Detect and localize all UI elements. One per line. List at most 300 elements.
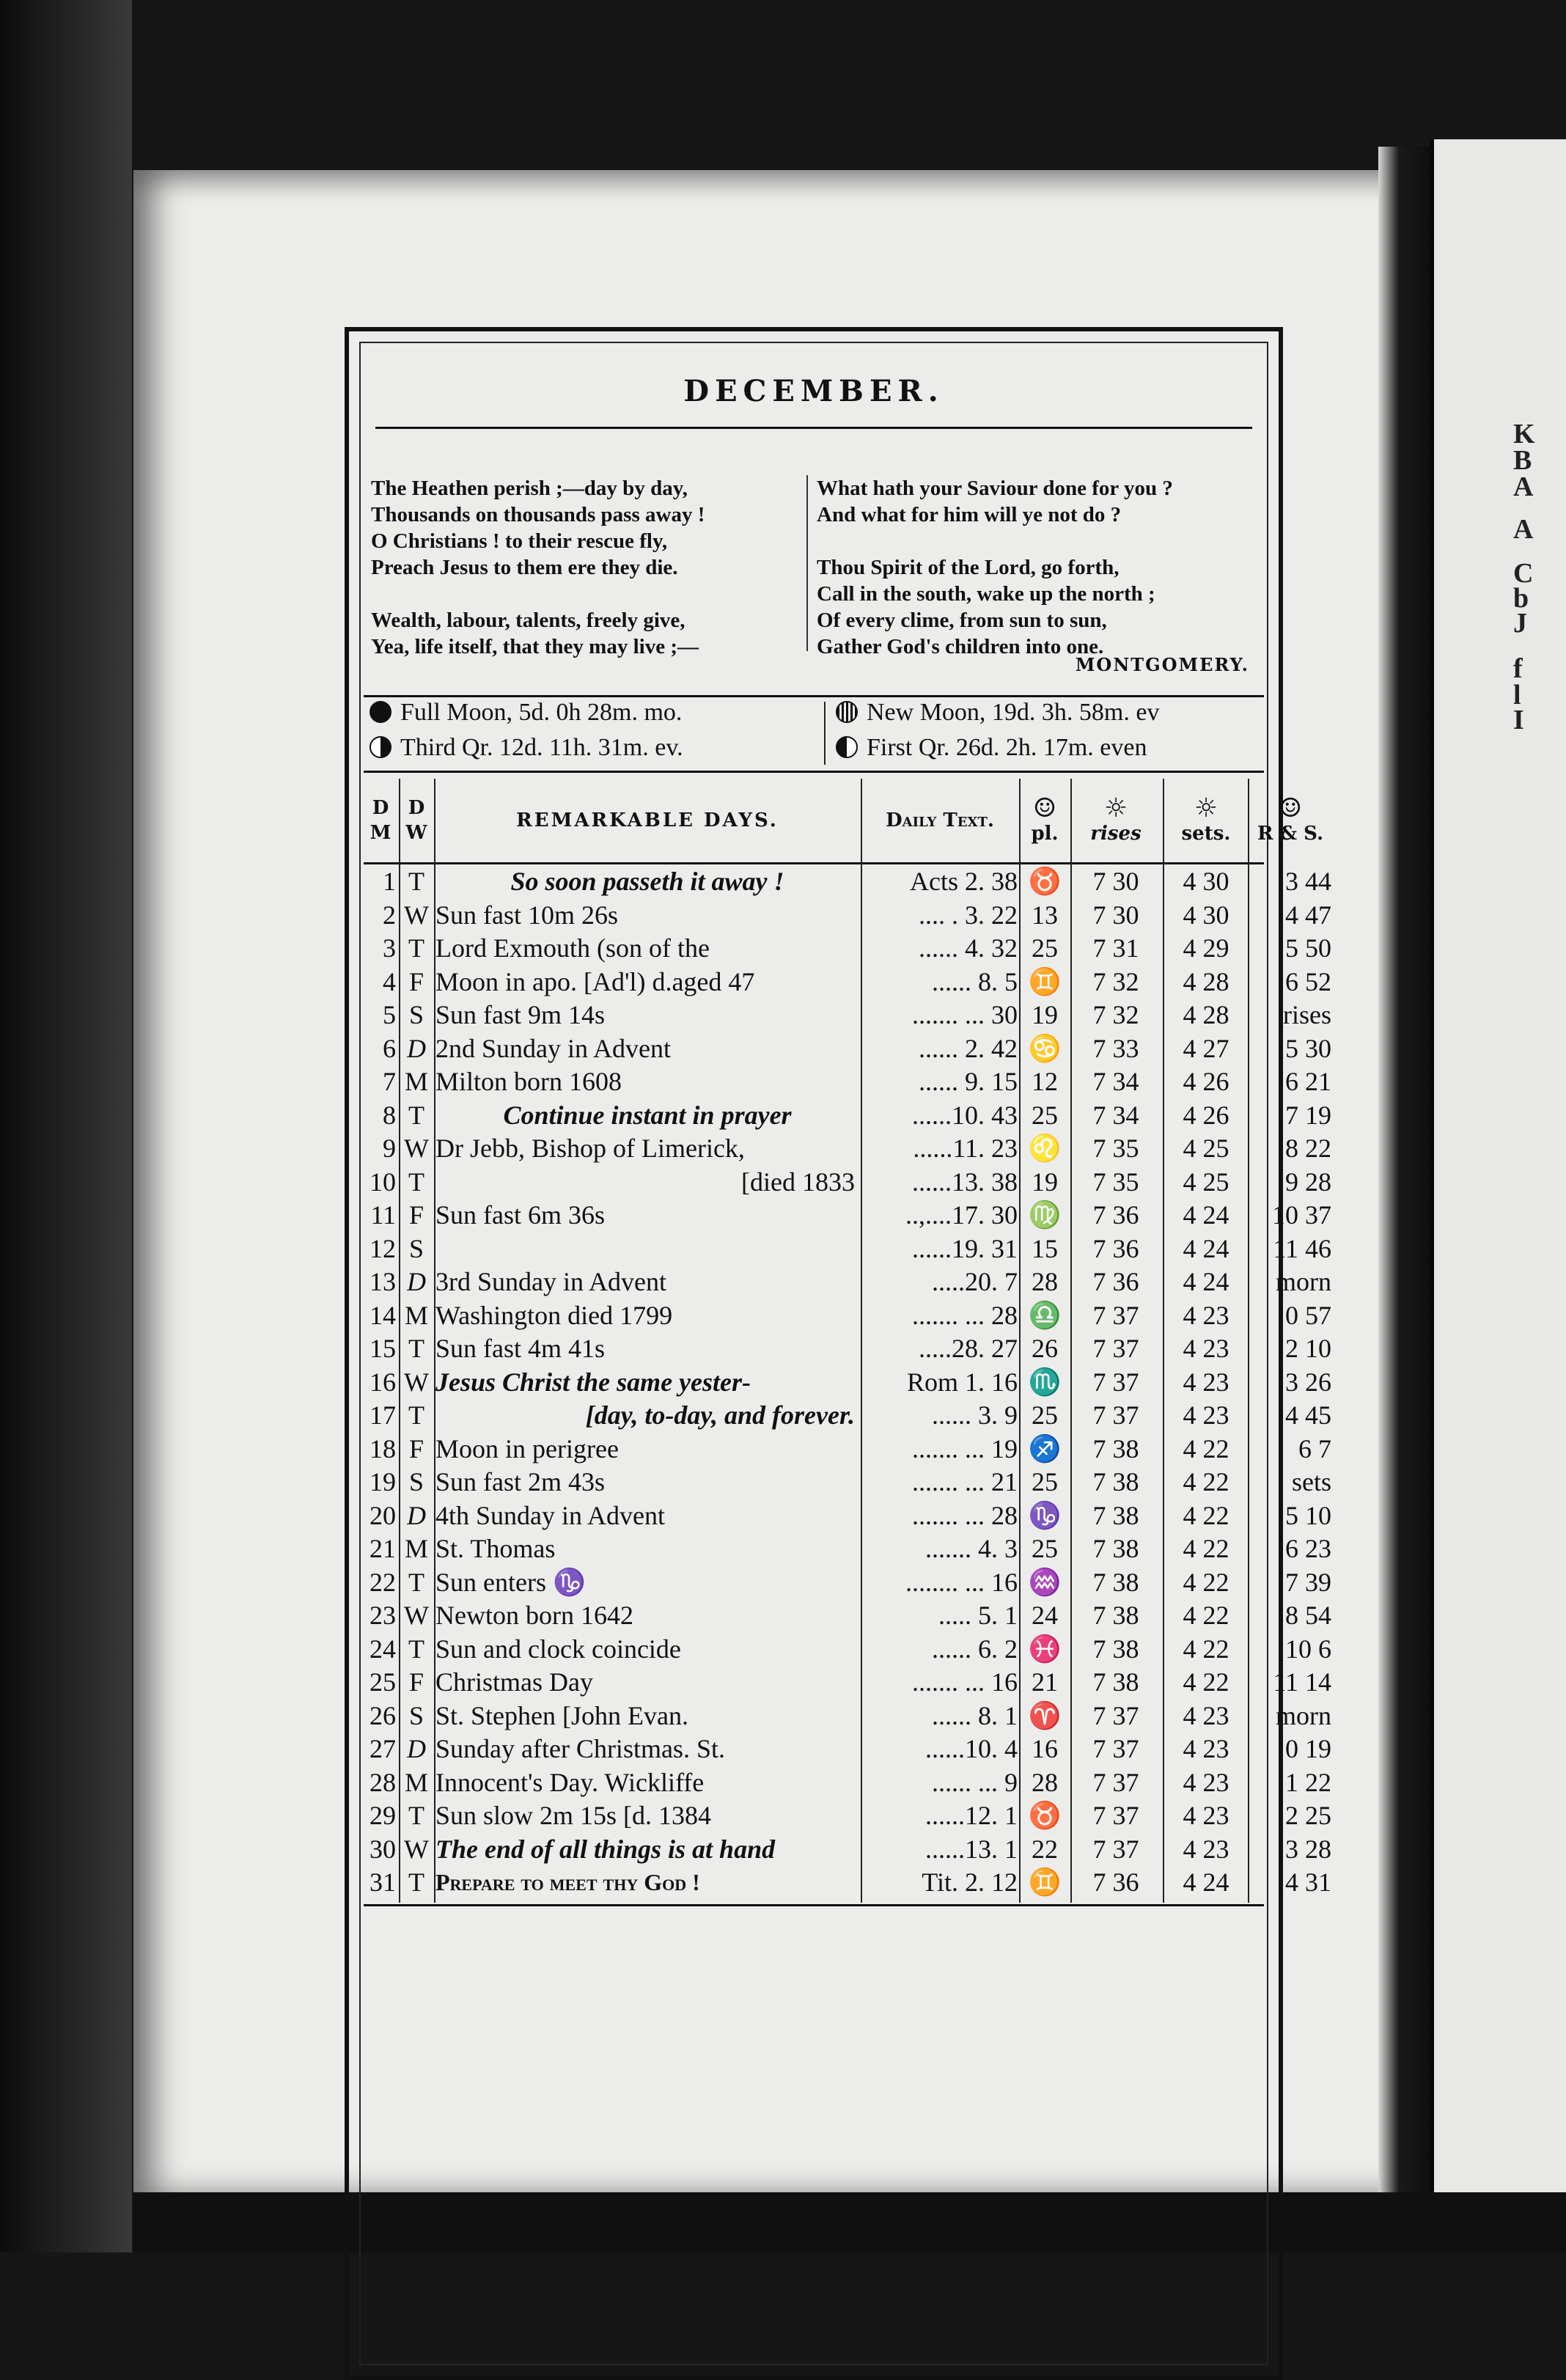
daily-text: ...... ... 9 <box>932 1767 1018 1797</box>
sun-sets: 4 24 <box>1183 1867 1229 1897</box>
daily-text: ...... 2. 42 <box>919 1033 1018 1063</box>
sun-rises: 7 36 <box>1092 1267 1139 1296</box>
moon-rise-set: 0 19 <box>1285 1734 1331 1763</box>
day-of-week: M <box>404 1300 428 1330</box>
moon-rise-set: 3 26 <box>1285 1367 1331 1397</box>
sun-sets: 4 24 <box>1183 1233 1229 1263</box>
moon-rise-set: rises <box>1283 1000 1331 1029</box>
sun-rises: 7 37 <box>1092 1767 1139 1797</box>
sun-rises: 7 37 <box>1092 1700 1139 1730</box>
table-row <box>364 1266 1331 1299</box>
day-of-month: 12 <box>370 1233 396 1263</box>
moon-place: 19 <box>1032 1167 1058 1197</box>
remarkable-day: Sun and clock coincide <box>435 1634 681 1664</box>
sun-sets: 4 23 <box>1183 1700 1229 1730</box>
sun-rises: 7 38 <box>1092 1567 1139 1597</box>
remarkable-day: Moon in apo. [Ad'l) d.aged 47 <box>435 966 755 996</box>
moon-rise-set: 11 14 <box>1273 1667 1331 1697</box>
table-row <box>364 1532 1331 1566</box>
day-of-week: D <box>407 1734 426 1763</box>
table-row <box>364 1433 1331 1466</box>
sun-rises: 7 37 <box>1092 1734 1139 1763</box>
daily-text: ...... 8. 5 <box>932 966 1018 996</box>
moon-place: ♉ <box>1028 867 1062 896</box>
table-row <box>364 899 1331 933</box>
table-row <box>364 1833 1331 1867</box>
moon-full <box>370 699 682 727</box>
sun-sets: 4 23 <box>1183 1734 1229 1763</box>
table-row <box>364 999 1331 1032</box>
table-row <box>364 1866 1331 1900</box>
moon-separator <box>824 702 826 765</box>
moon-place: ♐ <box>1028 1433 1062 1463</box>
adjacent-page <box>1430 139 1566 2192</box>
table-row <box>364 1166 1331 1200</box>
remarkable-day: Milton born 1608 <box>435 1067 622 1096</box>
daily-text: ..... 5. 1 <box>938 1601 1018 1630</box>
daily-text: ...... 8. 1 <box>932 1700 1018 1730</box>
remarkable-day: Lord Exmouth (son of the <box>435 933 710 963</box>
day-of-month: 31 <box>370 1867 396 1897</box>
table-row <box>364 1799 1331 1833</box>
daily-text: ....... ... 21 <box>912 1467 1018 1496</box>
sun-sets: 4 23 <box>1183 1767 1229 1797</box>
sun-rises: 7 35 <box>1092 1167 1139 1197</box>
day-of-week: F <box>408 1200 424 1230</box>
moon-place: 25 <box>1032 1400 1058 1430</box>
moon-rise-set: 3 28 <box>1285 1834 1331 1864</box>
daily-text: ......12. 1 <box>925 1801 1018 1830</box>
moon-place: ♊ <box>1028 966 1062 996</box>
poem-left-line: Thousands on thousands pass away ! <box>371 503 705 526</box>
sun-rises: 7 38 <box>1092 1601 1139 1630</box>
almanac-frame <box>345 327 1331 2380</box>
day-of-month: 2 <box>383 900 396 930</box>
header-daily-text: Daily Text. <box>886 809 994 831</box>
day-of-month: 6 <box>383 1033 396 1063</box>
sun-rises: 7 35 <box>1092 1134 1139 1163</box>
remarkable-day: St. Stephen [John Evan. <box>435 1700 688 1730</box>
daily-text: ...... 6. 2 <box>932 1634 1018 1664</box>
sun-rises: 7 38 <box>1092 1667 1139 1697</box>
adjacent-page-fragment: C <box>1513 558 1534 589</box>
header-day-of-week: D W <box>405 797 427 844</box>
daily-text: .... . 3. 22 <box>919 900 1018 930</box>
daily-text: Rom 1. 16 <box>906 1367 1018 1397</box>
moon-place: ♏ <box>1028 1367 1062 1397</box>
moon-new <box>836 699 1159 727</box>
table-row <box>364 1666 1331 1700</box>
moon-rise-set: 10 37 <box>1272 1200 1331 1230</box>
sun-sets: 4 24 <box>1183 1267 1229 1296</box>
sun-rises: 7 38 <box>1092 1634 1139 1664</box>
sun-sets: 4 26 <box>1183 1100 1229 1130</box>
remarkable-day: Sun enters ♑ <box>435 1567 586 1597</box>
remarkable-day: Sun fast 6m 36s <box>435 1200 606 1230</box>
poem-right-stanza <box>817 475 1271 528</box>
day-of-week: T <box>408 867 424 896</box>
adjacent-page-fragment: A <box>1513 471 1534 502</box>
moon-rise-set: morn <box>1276 1700 1331 1730</box>
sun-rises: 7 36 <box>1092 1867 1139 1897</box>
sun-sets: 4 23 <box>1183 1334 1229 1363</box>
moon-first <box>836 734 1147 762</box>
moon-place: ♈ <box>1028 1700 1062 1730</box>
sun-sets: 4 22 <box>1183 1634 1229 1664</box>
daily-text: ......11. 23 <box>913 1134 1018 1163</box>
table-row <box>364 1099 1331 1133</box>
sun-sets: 4 22 <box>1183 1500 1229 1530</box>
day-of-month: 10 <box>370 1167 396 1197</box>
table-row <box>364 1299 1331 1333</box>
moon-place: 22 <box>1032 1834 1058 1864</box>
sun-sets: 4 22 <box>1183 1601 1229 1630</box>
sun-sets: 4 27 <box>1183 1033 1229 1063</box>
remarkable-day: Sun slow 2m 15s [d. 1384 <box>435 1801 712 1830</box>
remarkable-day: Dr Jebb, Bishop of Limerick, <box>435 1134 745 1163</box>
header-moon-place-label: pl. <box>1031 823 1059 845</box>
daily-text: ......10. 43 <box>912 1100 1018 1130</box>
day-of-week: T <box>408 1567 424 1597</box>
sun-rises: 7 37 <box>1092 1334 1139 1363</box>
poem-left-stanza <box>371 475 804 581</box>
table-row <box>364 1466 1331 1499</box>
header-remarkable-days: REMARKABLE DAYS. <box>516 809 779 831</box>
moon-rise-set: 7 19 <box>1285 1100 1331 1130</box>
poem-right-line: Call in the south, wake up the north ; <box>817 582 1155 606</box>
table-row <box>364 1132 1331 1166</box>
day-of-month: 20 <box>370 1500 396 1530</box>
table-row <box>364 1065 1331 1099</box>
moon-rise-set: 9 28 <box>1285 1167 1331 1197</box>
adjacent-page-fragment: I <box>1513 705 1524 735</box>
moon-place: 12 <box>1032 1067 1058 1096</box>
day-of-month: 15 <box>370 1334 396 1363</box>
moon-place: ♒ <box>1028 1567 1062 1597</box>
day-of-month: 30 <box>370 1834 396 1864</box>
moon-place: 25 <box>1032 1467 1058 1496</box>
sun-rises: 7 38 <box>1092 1467 1139 1496</box>
table-row <box>364 1399 1331 1433</box>
day-of-week: M <box>404 1534 428 1563</box>
daily-text: ......13. 1 <box>925 1834 1018 1864</box>
remarkable-day: Sun fast 2m 43s <box>435 1467 606 1496</box>
moon-rise-set: 2 25 <box>1285 1801 1331 1830</box>
poem-right-line: And what for him will ye not do ? <box>817 503 1122 526</box>
daily-text: ...... 3. 9 <box>932 1400 1018 1430</box>
daily-text: ....... ... 30 <box>912 1000 1018 1029</box>
header-moon-rise-set <box>1249 779 1331 862</box>
day-of-month: 21 <box>370 1534 396 1563</box>
day-of-week: W <box>404 1834 429 1864</box>
day-of-month: 23 <box>370 1601 396 1630</box>
moon-rise-set: 3 44 <box>1285 867 1331 896</box>
moon-rise-set: 6 23 <box>1285 1534 1331 1563</box>
sun-rises: 7 36 <box>1092 1233 1139 1263</box>
sun-rises: 7 32 <box>1092 1000 1139 1029</box>
sun-rises: 7 37 <box>1092 1834 1139 1864</box>
sun-rises: 7 38 <box>1092 1534 1139 1563</box>
moon-rise-set: 1 22 <box>1285 1767 1331 1797</box>
moon-place: 13 <box>1032 900 1058 930</box>
day-of-week: F <box>408 1667 424 1697</box>
poem-divider <box>806 475 808 651</box>
daily-text: .....28. 27 <box>919 1334 1018 1363</box>
day-of-week: T <box>408 1167 424 1197</box>
moon-rise-set: 8 54 <box>1285 1601 1331 1630</box>
day-of-week: F <box>408 966 424 996</box>
daily-text: ....... ... 28 <box>912 1500 1018 1530</box>
day-of-month: 18 <box>370 1433 396 1463</box>
header-day-of-month: D M <box>370 797 392 844</box>
sun-sets: 4 23 <box>1183 1367 1229 1397</box>
daily-text: ......19. 31 <box>912 1233 1018 1263</box>
sun-sets: 4 24 <box>1183 1200 1229 1230</box>
remarkable-day: Newton born 1642 <box>435 1601 633 1630</box>
moon-place: 25 <box>1032 933 1058 963</box>
moon-new-text: New Moon, 19d. 3h. 58m. ev <box>867 699 1160 726</box>
remarkable-day: So soon passeth it away ! <box>510 867 784 896</box>
table-row <box>364 1766 1331 1800</box>
day-of-month: 22 <box>370 1567 396 1597</box>
day-of-month: 14 <box>370 1300 396 1330</box>
day-of-week: W <box>404 1601 429 1630</box>
sun-sets: 4 28 <box>1183 1000 1229 1029</box>
table-row <box>364 1566 1331 1600</box>
day-of-week: W <box>404 1367 429 1397</box>
table-header <box>364 779 1324 864</box>
poem-left-line: O Christians ! to their rescue fly, <box>371 529 668 553</box>
day-of-week: T <box>408 1634 424 1664</box>
sun-rises: 7 37 <box>1092 1801 1139 1830</box>
moon-rise-set: 6 21 <box>1285 1067 1331 1096</box>
day-of-week: T <box>408 1400 424 1430</box>
scan-background-left <box>0 0 132 2252</box>
table-row <box>364 1499 1331 1533</box>
sun-rises: 7 36 <box>1092 1200 1139 1230</box>
remarkable-day: 2nd Sunday in Advent <box>435 1033 671 1063</box>
title-rule <box>375 427 1252 429</box>
moon-full-text: Full Moon, 5d. 0h 28m. mo. <box>400 699 683 726</box>
day-of-month: 19 <box>370 1467 396 1496</box>
header-sun-rises-label: rises <box>1090 823 1142 845</box>
sun-sets: 4 23 <box>1183 1300 1229 1330</box>
header-moon-rise-set-label: R & S. <box>1257 823 1324 845</box>
poem-right-line: What hath your Saviour done for you ? <box>817 477 1173 500</box>
sun-rises: 7 32 <box>1092 966 1139 996</box>
poem-left-stanza <box>371 607 804 660</box>
daily-text: ..,....17. 30 <box>905 1200 1018 1230</box>
moon-third-text: Third Qr. 12d. 11h. 31m. ev. <box>400 734 683 761</box>
sun-sets: 4 26 <box>1183 1067 1229 1096</box>
daily-text: ........ ... 16 <box>905 1567 1018 1597</box>
adjacent-page-fragment: l <box>1513 680 1521 710</box>
moon-face-icon: ☺ <box>1032 793 1057 823</box>
header-sun-sets <box>1164 779 1248 862</box>
sun-rises: 7 30 <box>1092 867 1139 896</box>
moon-place: 25 <box>1032 1534 1058 1563</box>
day-of-month: 9 <box>383 1134 396 1163</box>
table-row <box>364 966 1331 999</box>
table-row <box>364 1599 1331 1633</box>
daily-text: ....... ... 19 <box>912 1433 1018 1463</box>
remarkable-day: Innocent's Day. Wickliffe <box>435 1767 705 1797</box>
day-of-week: W <box>404 900 429 930</box>
daily-text: Acts 2. 38 <box>910 867 1018 896</box>
page-gutter <box>1378 147 1430 2192</box>
moon-rise-set: 11 46 <box>1273 1233 1331 1263</box>
moon-place: 16 <box>1032 1734 1058 1763</box>
day-of-week: D <box>407 1267 426 1296</box>
table-row <box>364 1199 1331 1233</box>
sun-sets: 4 28 <box>1183 966 1229 996</box>
day-of-month: 3 <box>383 933 396 963</box>
sun-rises: 7 34 <box>1092 1067 1139 1096</box>
moon-rise-set: 4 31 <box>1285 1867 1331 1897</box>
remarkable-day: 3rd Sunday in Advent <box>435 1267 666 1296</box>
moon-place: 15 <box>1032 1233 1058 1263</box>
adjacent-page-fragment: f <box>1513 653 1523 684</box>
day-of-week: T <box>408 1334 424 1363</box>
day-of-month: 5 <box>383 1000 396 1029</box>
day-of-month: 1 <box>383 867 396 896</box>
adjacent-page-fragment: A <box>1513 514 1534 545</box>
poem-left-line: Wealth, labour, talents, freely give, <box>371 609 685 632</box>
remarkable-day: Sun fast 9m 14s <box>435 1000 606 1029</box>
moon-place: 26 <box>1032 1334 1058 1363</box>
day-of-week: S <box>408 1233 424 1263</box>
remarkable-day: Sunday after Christmas. St. <box>435 1734 725 1763</box>
day-of-week: M <box>404 1767 428 1797</box>
remarkable-day: [day, to-day, and forever. <box>585 1400 855 1430</box>
day-of-week: T <box>408 933 424 963</box>
sun-sets: 4 29 <box>1183 933 1229 963</box>
table-row <box>364 1032 1331 1066</box>
moon-rise-set: morn <box>1276 1267 1331 1296</box>
sun-icon: ☼ <box>1103 793 1128 823</box>
table-row <box>364 1332 1331 1366</box>
daily-text: ....... ... 16 <box>912 1667 1018 1697</box>
remarkable-day: Sun fast 10m 26s <box>435 900 619 930</box>
table-bottom-rule <box>364 1904 1264 1906</box>
poem-left-line: The Heathen perish ;—day by day, <box>371 477 688 500</box>
adjacent-page-fragment: B <box>1513 445 1532 476</box>
sun-sets: 4 25 <box>1183 1134 1229 1163</box>
remarkable-day: Moon in perigree <box>435 1433 619 1463</box>
remarkable-day: Christmas Day <box>435 1667 593 1697</box>
moon-phases <box>364 695 1264 773</box>
day-of-month: 11 <box>370 1200 396 1230</box>
moon-place: 25 <box>1032 1100 1058 1130</box>
moon-rise-set: sets <box>1292 1467 1331 1496</box>
moon-rise-set: 0 57 <box>1285 1300 1331 1330</box>
poem-right-line: Gather God's children into one. <box>817 635 1104 658</box>
header-sun-sets-label: sets. <box>1181 823 1231 845</box>
moon-place: ♋ <box>1028 1033 1062 1063</box>
day-of-month: 25 <box>370 1667 396 1697</box>
table-row <box>364 865 1331 899</box>
moon-place: 24 <box>1032 1601 1058 1630</box>
moon-place: ♍ <box>1028 1200 1062 1230</box>
sun-sets: 4 25 <box>1183 1167 1229 1197</box>
day-of-week: T <box>408 1801 424 1830</box>
table-row <box>364 932 1331 966</box>
day-of-week: M <box>404 1067 428 1096</box>
day-of-week: T <box>408 1867 424 1897</box>
day-of-month: 4 <box>383 966 396 996</box>
day-of-week: D <box>407 1033 426 1063</box>
moon-rise-set: 2 10 <box>1285 1334 1331 1363</box>
daily-text: Tit. 2. 12 <box>922 1867 1018 1897</box>
adjacent-page-fragment: b <box>1513 583 1529 614</box>
month-title: DECEMBER. <box>683 374 944 408</box>
moon-rise-set: 7 39 <box>1285 1567 1331 1597</box>
new-moon-icon <box>836 701 858 723</box>
table-row <box>364 1700 1331 1733</box>
daily-text: ....... 4. 3 <box>925 1534 1018 1563</box>
day-of-month: 7 <box>383 1067 396 1096</box>
sun-sets: 4 23 <box>1183 1801 1229 1830</box>
table-row <box>364 1633 1331 1667</box>
sun-rises: 7 37 <box>1092 1300 1139 1330</box>
header-sun-rises <box>1072 779 1160 862</box>
moon-place: 19 <box>1032 1000 1058 1029</box>
sun-sets: 4 22 <box>1183 1433 1229 1463</box>
poem-right-line: Of every clime, from sun to sun, <box>817 609 1107 632</box>
daily-text: ...... 9. 15 <box>919 1067 1018 1096</box>
moon-place: ♉ <box>1028 1801 1062 1830</box>
full-moon-icon <box>370 701 392 723</box>
moon-rise-set: 4 45 <box>1285 1400 1331 1430</box>
day-of-week: S <box>408 1467 424 1496</box>
day-of-month: 27 <box>370 1734 396 1763</box>
sun-rises: 7 34 <box>1092 1100 1139 1130</box>
moon-place: ♓ <box>1028 1634 1062 1664</box>
sun-sets: 4 30 <box>1183 900 1229 930</box>
moon-first-text: First Qr. 26d. 2h. 17m. even <box>867 734 1147 761</box>
day-of-week: T <box>408 1100 424 1130</box>
poem-author: MONTGOMERY. <box>1075 654 1249 675</box>
daily-text: ...... 4. 32 <box>919 933 1018 963</box>
moon-rise-set: 5 10 <box>1285 1500 1331 1530</box>
remarkable-day: St. Thomas <box>435 1534 556 1563</box>
poem-left-line: Yea, life itself, that they may live ;— <box>371 635 699 658</box>
moon-rise-set: 4 47 <box>1285 900 1331 930</box>
table-row <box>364 1733 1331 1766</box>
day-of-week: D <box>407 1500 426 1530</box>
remarkable-day: Jesus Christ the same yester- <box>435 1367 751 1397</box>
sun-sets: 4 23 <box>1183 1400 1229 1430</box>
sun-sets: 4 30 <box>1183 867 1229 896</box>
day-of-week: S <box>408 1000 424 1029</box>
day-of-month: 16 <box>370 1367 396 1397</box>
sun-icon: ☼ <box>1194 793 1218 823</box>
daily-text: ......10. 4 <box>925 1734 1018 1763</box>
day-of-month: 29 <box>370 1801 396 1830</box>
day-of-month: 28 <box>370 1767 396 1797</box>
moon-place: 28 <box>1032 1267 1058 1296</box>
moon-third <box>370 734 683 762</box>
adjacent-page-fragment: K <box>1513 419 1535 449</box>
first-quarter-icon <box>836 736 858 758</box>
remarkable-day: The end of all things is at hand <box>435 1834 776 1864</box>
sun-rises: 7 33 <box>1092 1033 1139 1063</box>
remarkable-day: Prepare to meet thy God ! <box>435 1869 700 1895</box>
third-quarter-icon <box>370 736 392 758</box>
poem-left-line: Preach Jesus to them ere they die. <box>371 556 678 579</box>
moon-rise-set: 8 22 <box>1285 1134 1331 1163</box>
day-of-month: 24 <box>370 1634 396 1664</box>
